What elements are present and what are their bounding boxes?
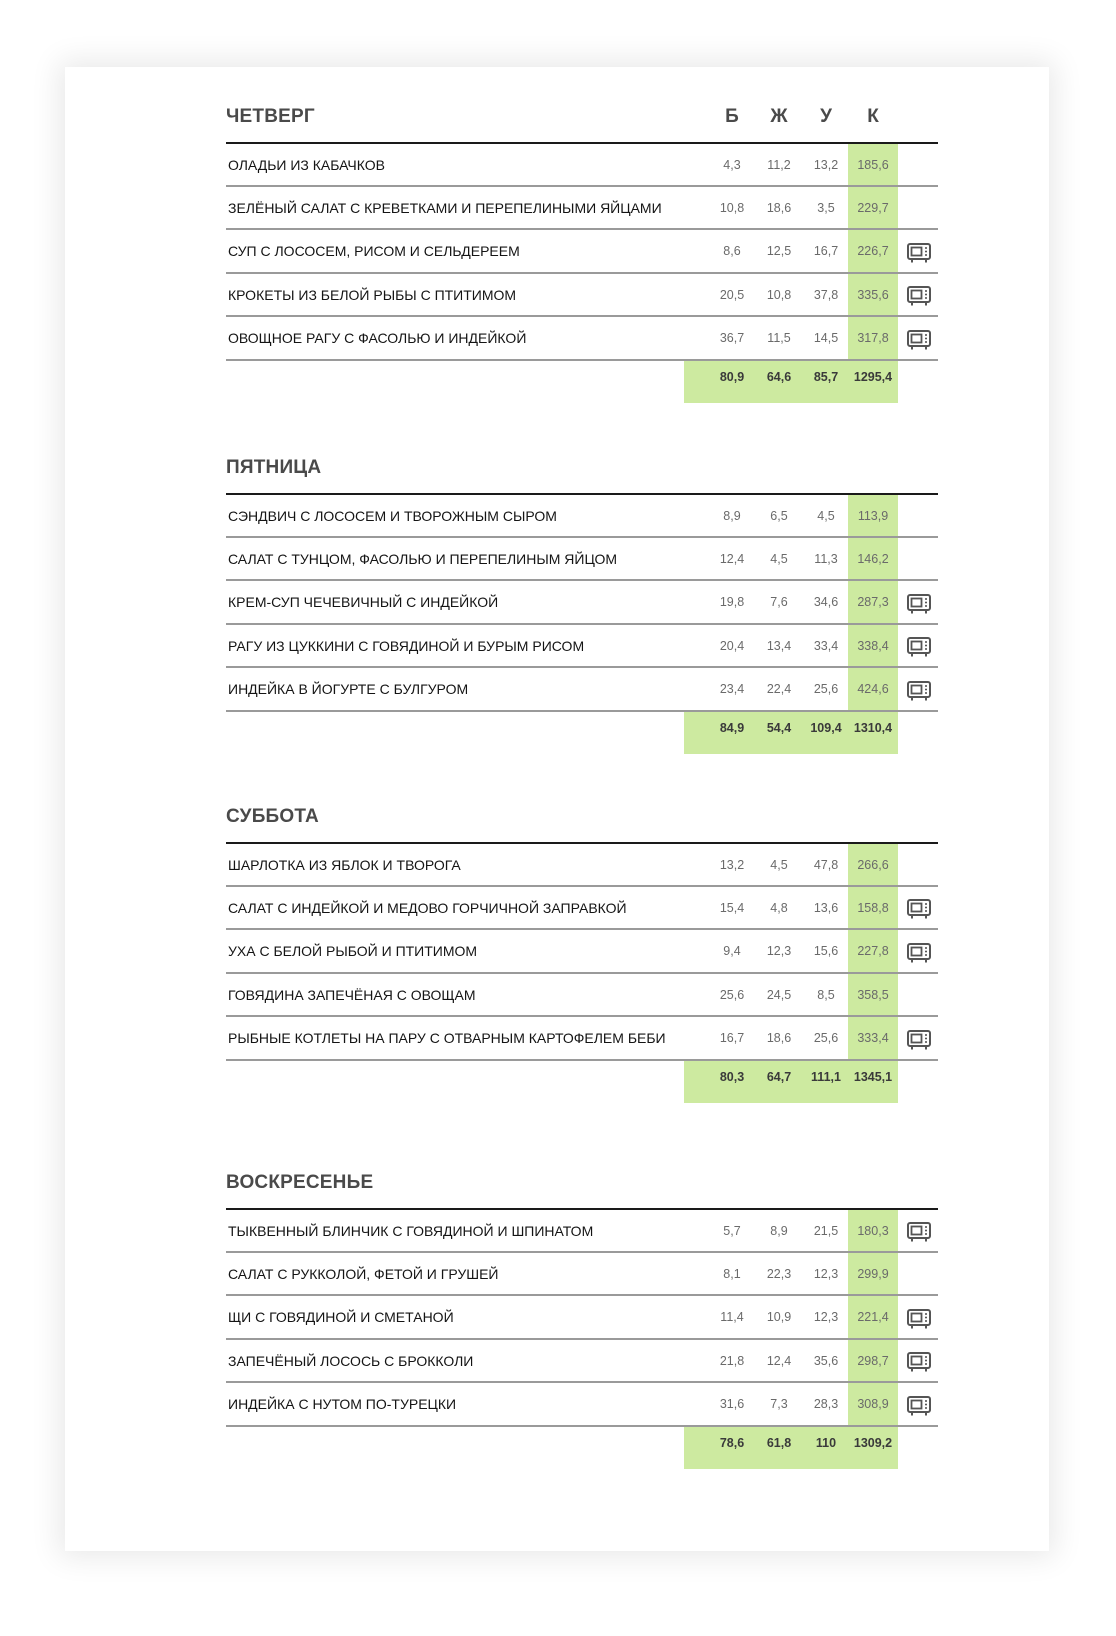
nutrient-value-k: 266,6: [857, 857, 889, 872]
total-value-b: 80,3: [719, 1070, 745, 1084]
nutrient-value-b: 36,7: [719, 331, 745, 346]
nutrient-value-zh: 13,4: [766, 638, 792, 653]
microwave-icon: [906, 1307, 932, 1331]
nutrient-value-b: 23,4: [719, 682, 745, 697]
nutrient-value-k: 299,9: [857, 1266, 889, 1281]
nutrient-value-u: 11,3: [814, 551, 838, 566]
nutrient-value-b: 5,7: [723, 1223, 741, 1238]
dish-name: ИНДЕЙКА С НУТОМ ПО-ТУРЕЦКИ: [228, 1396, 457, 1413]
dish-name: ГОВЯДИНА ЗАПЕЧЁНАЯ С ОВОЩАМ: [228, 986, 476, 1003]
table-row: [226, 931, 938, 974]
nutrient-value-k: 158,8: [857, 900, 889, 915]
column-header: Б: [725, 106, 739, 127]
nutrient-value-u: 12,3: [813, 1310, 839, 1325]
totals-row: [684, 361, 898, 403]
nutrient-value-u: 47,8: [813, 857, 839, 872]
table-row: [226, 1253, 938, 1296]
nutrient-value-k: 221,4: [857, 1310, 889, 1325]
nutrient-value-k: 227,8: [857, 944, 889, 959]
nutrient-value-u: 16,7: [813, 244, 839, 259]
table-row: [226, 625, 938, 668]
nutrient-value-zh: 4,5: [770, 551, 788, 566]
table-row: [226, 669, 938, 712]
nutrient-value-zh: 18,6: [766, 200, 792, 215]
table-row: [226, 887, 938, 930]
total-value-b: 80,9: [719, 370, 745, 384]
nutrient-value-b: 11,4: [720, 1310, 744, 1325]
dish-name: РАГУ ИЗ ЦУККИНИ С ГОВЯДИНОЙ И БУРЫМ РИСОМ: [228, 637, 585, 654]
nutrient-value-zh: 7,3: [770, 1397, 788, 1412]
nutrient-value-k: 338,4: [857, 638, 889, 653]
nutrient-value-b: 12,4: [719, 551, 745, 566]
nutrient-value-k: 146,2: [857, 551, 889, 566]
nutrient-value-u: 13,6: [813, 900, 839, 915]
microwave-icon: [906, 1350, 932, 1374]
total-value-k: 1309,2: [853, 1436, 893, 1450]
dish-name: ИНДЕЙКА В ЙОГУРТЕ С БУЛГУРОМ: [228, 681, 469, 698]
dish-name: САЛАТ С ТУНЦОМ, ФАСОЛЬЮ И ПЕРЕПЕЛИНЫМ ЯЙЦОМ: [228, 550, 618, 567]
total-value-u: 109,4: [810, 721, 842, 735]
nutrient-value-u: 14,5: [813, 331, 839, 346]
dish-name: ЩИ С ГОВЯДИНОЙ И СМЕТАНОЙ: [228, 1309, 454, 1326]
total-value-k: 1345,1: [853, 1070, 893, 1084]
nutrient-value-zh: 10,8: [766, 287, 792, 302]
microwave-icon: [906, 897, 932, 921]
nutrient-value-u: 4,5: [817, 508, 835, 523]
nutrient-value-u: 33,4: [813, 638, 839, 653]
table-row: [226, 844, 938, 887]
total-value-b: 78,6: [719, 1436, 745, 1450]
nutrient-value-zh: 11,5: [767, 331, 791, 346]
total-value-k: 1295,4: [853, 370, 893, 384]
nutrient-value-zh: 6,5: [770, 508, 788, 523]
nutrient-value-k: 317,8: [857, 331, 889, 346]
nutrient-value-u: 28,3: [813, 1397, 839, 1412]
nutrient-value-b: 31,6: [719, 1397, 745, 1412]
dish-name: КРЕМ-СУП ЧЕЧЕВИЧНЫЙ С ИНДЕЙКОЙ: [228, 594, 499, 611]
nutrient-value-b: 20,5: [719, 287, 745, 302]
table-row: [226, 974, 938, 1017]
nutrient-value-k: 287,3: [857, 595, 889, 610]
column-header: К: [867, 106, 879, 127]
nutrient-value-u: 12,3: [813, 1266, 839, 1281]
dish-name: ОВОЩНОЕ РАГУ С ФАСОЛЬЮ И ИНДЕЙКОЙ: [228, 330, 527, 347]
nutrient-value-u: 35,6: [813, 1353, 839, 1368]
column-header: Ж: [770, 106, 788, 127]
table-row: [226, 144, 938, 187]
nutrient-value-zh: 8,9: [770, 1223, 788, 1238]
nutrient-value-b: 4,3: [723, 157, 741, 172]
day-title: ЧЕТВЕРГ: [226, 106, 315, 127]
table-row: [226, 187, 938, 230]
nutrient-value-zh: 24,5: [766, 987, 792, 1002]
nutrient-value-zh: 12,5: [766, 244, 792, 259]
total-value-k: 1310,4: [853, 721, 893, 735]
nutrient-value-k: 226,7: [857, 244, 889, 259]
total-value-zh: 64,7: [766, 1070, 792, 1084]
dish-name: ШАРЛОТКА ИЗ ЯБЛОК И ТВОРОГА: [228, 856, 461, 873]
total-value-u: 85,7: [813, 370, 839, 384]
dish-name: САЛАТ С ИНДЕЙКОЙ И МЕДОВО ГОРЧИЧНОЙ ЗАПРАВКОЙ: [228, 899, 627, 916]
nutrient-value-zh: 22,4: [766, 682, 792, 697]
nutrient-value-u: 25,6: [813, 1031, 839, 1046]
total-value-zh: 64,6: [766, 370, 792, 384]
nutrient-value-zh: 7,6: [770, 595, 788, 610]
nutrient-value-u: 37,8: [813, 287, 839, 302]
nutrient-value-u: 34,6: [813, 595, 839, 610]
dish-name: КРОКЕТЫ ИЗ БЕЛОЙ РЫБЫ С ПТИТИМОМ: [228, 286, 517, 303]
day-title: СУББОТА: [226, 806, 319, 827]
microwave-icon: [906, 328, 932, 352]
nutrient-value-b: 8,1: [723, 1266, 741, 1281]
microwave-icon: [906, 1028, 932, 1052]
nutrient-value-b: 21,8: [719, 1353, 745, 1368]
nutrient-value-u: 13,2: [813, 157, 839, 172]
nutrient-value-zh: 12,3: [766, 944, 792, 959]
nutrient-value-u: 8,5: [817, 987, 835, 1002]
table-row: [226, 538, 938, 581]
totals-row: [684, 1427, 898, 1469]
nutrient-value-k: 358,5: [857, 987, 889, 1002]
total-value-u: 110: [815, 1436, 837, 1450]
table-row: [226, 582, 938, 625]
table-row: [226, 495, 938, 538]
nutrient-value-b: 13,2: [719, 857, 745, 872]
nutrient-value-u: 25,6: [813, 682, 839, 697]
table-row: [226, 1210, 938, 1253]
nutrient-value-k: 180,3: [857, 1223, 889, 1238]
microwave-icon: [906, 635, 932, 659]
day-title: ПЯТНИЦА: [226, 457, 322, 478]
dish-name: ЗЕЛЁНЫЙ САЛАТ С КРЕВЕТКАМИ И ПЕРЕПЕЛИНЫМИ ЯЙЦАМИ: [228, 199, 662, 216]
table-row: [226, 318, 938, 361]
microwave-icon: [906, 1394, 932, 1418]
nutrient-value-b: 10,8: [719, 200, 745, 215]
microwave-icon: [906, 679, 932, 703]
nutrient-value-b: 8,6: [723, 244, 741, 259]
nutrient-value-k: 424,6: [857, 682, 889, 697]
day-title: ВОСКРЕСЕНЬЕ: [226, 1172, 374, 1193]
nutrient-value-k: 335,6: [857, 287, 889, 302]
nutrient-value-zh: 4,5: [770, 857, 788, 872]
dish-name: СЭНДВИЧ С ЛОСОСЕМ И ТВОРОЖНЫМ СЫРОМ: [228, 507, 557, 524]
nutrient-value-zh: 4,8: [770, 900, 788, 915]
totals-row: [684, 1061, 898, 1103]
dish-name: РЫБНЫЕ КОТЛЕТЫ НА ПАРУ С ОТВАРНЫМ КАРТОФЕЛЕМ БЕБИ: [228, 1030, 666, 1047]
microwave-icon: [906, 592, 932, 616]
nutrient-value-zh: 18,6: [766, 1031, 792, 1046]
nutrient-value-k: 308,9: [857, 1397, 889, 1412]
microwave-icon: [906, 1220, 932, 1244]
dish-name: СУП С ЛОСОСЕМ, РИСОМ И СЕЛЬДЕРЕЕМ: [228, 243, 520, 260]
nutrient-value-b: 25,6: [719, 987, 745, 1002]
nutrient-value-b: 20,4: [719, 638, 745, 653]
nutrient-value-u: 15,6: [813, 944, 839, 959]
table-row: [226, 231, 938, 274]
nutrient-value-k: 298,7: [857, 1353, 889, 1368]
nutrient-value-k: 229,7: [857, 200, 889, 215]
table-row: [226, 1018, 938, 1061]
dish-name: УХА С БЕЛОЙ РЫБОЙ И ПТИТИМОМ: [228, 943, 478, 960]
nutrient-value-b: 19,8: [719, 595, 745, 610]
total-value-zh: 54,4: [766, 721, 792, 735]
dish-name: ОЛАДЬИ ИЗ КАБАЧКОВ: [228, 156, 385, 173]
totals-row: [684, 712, 898, 754]
nutrient-value-u: 21,5: [813, 1223, 839, 1238]
nutrient-value-zh: 22,3: [766, 1266, 792, 1281]
microwave-icon: [906, 941, 932, 965]
total-value-zh: 61,8: [766, 1436, 792, 1450]
total-value-u: 111,1: [811, 1070, 841, 1084]
dish-name: ЗАПЕЧЁНЫЙ ЛОСОСЬ С БРОККОЛИ: [228, 1352, 474, 1369]
dish-name: САЛАТ С РУККОЛОЙ, ФЕТОЙ И ГРУШЕЙ: [228, 1265, 499, 1282]
column-header: У: [820, 106, 832, 127]
nutrient-value-zh: 10,9: [766, 1310, 792, 1325]
dish-name: ТЫКВЕННЫЙ БЛИНЧИК С ГОВЯДИНОЙ И ШПИНАТОМ: [228, 1222, 594, 1239]
nutrient-value-k: 113,9: [857, 508, 889, 523]
microwave-icon: [906, 284, 932, 308]
nutrient-value-b: 8,9: [723, 508, 741, 523]
nutrient-value-k: 185,6: [857, 157, 889, 172]
nutrient-value-k: 333,4: [857, 1031, 889, 1046]
nutrient-value-b: 15,4: [719, 900, 745, 915]
total-value-b: 84,9: [719, 721, 745, 735]
nutrient-value-zh: 11,2: [767, 157, 791, 172]
table-row: [226, 1297, 938, 1340]
table-row: [226, 1340, 938, 1383]
table-row: [226, 1384, 938, 1427]
nutrient-value-b: 16,7: [719, 1031, 745, 1046]
nutrient-value-b: 9,4: [723, 944, 741, 959]
table-row: [226, 274, 938, 317]
nutrient-value-zh: 12,4: [766, 1353, 792, 1368]
microwave-icon: [906, 241, 932, 265]
nutrient-value-u: 3,5: [817, 200, 835, 215]
